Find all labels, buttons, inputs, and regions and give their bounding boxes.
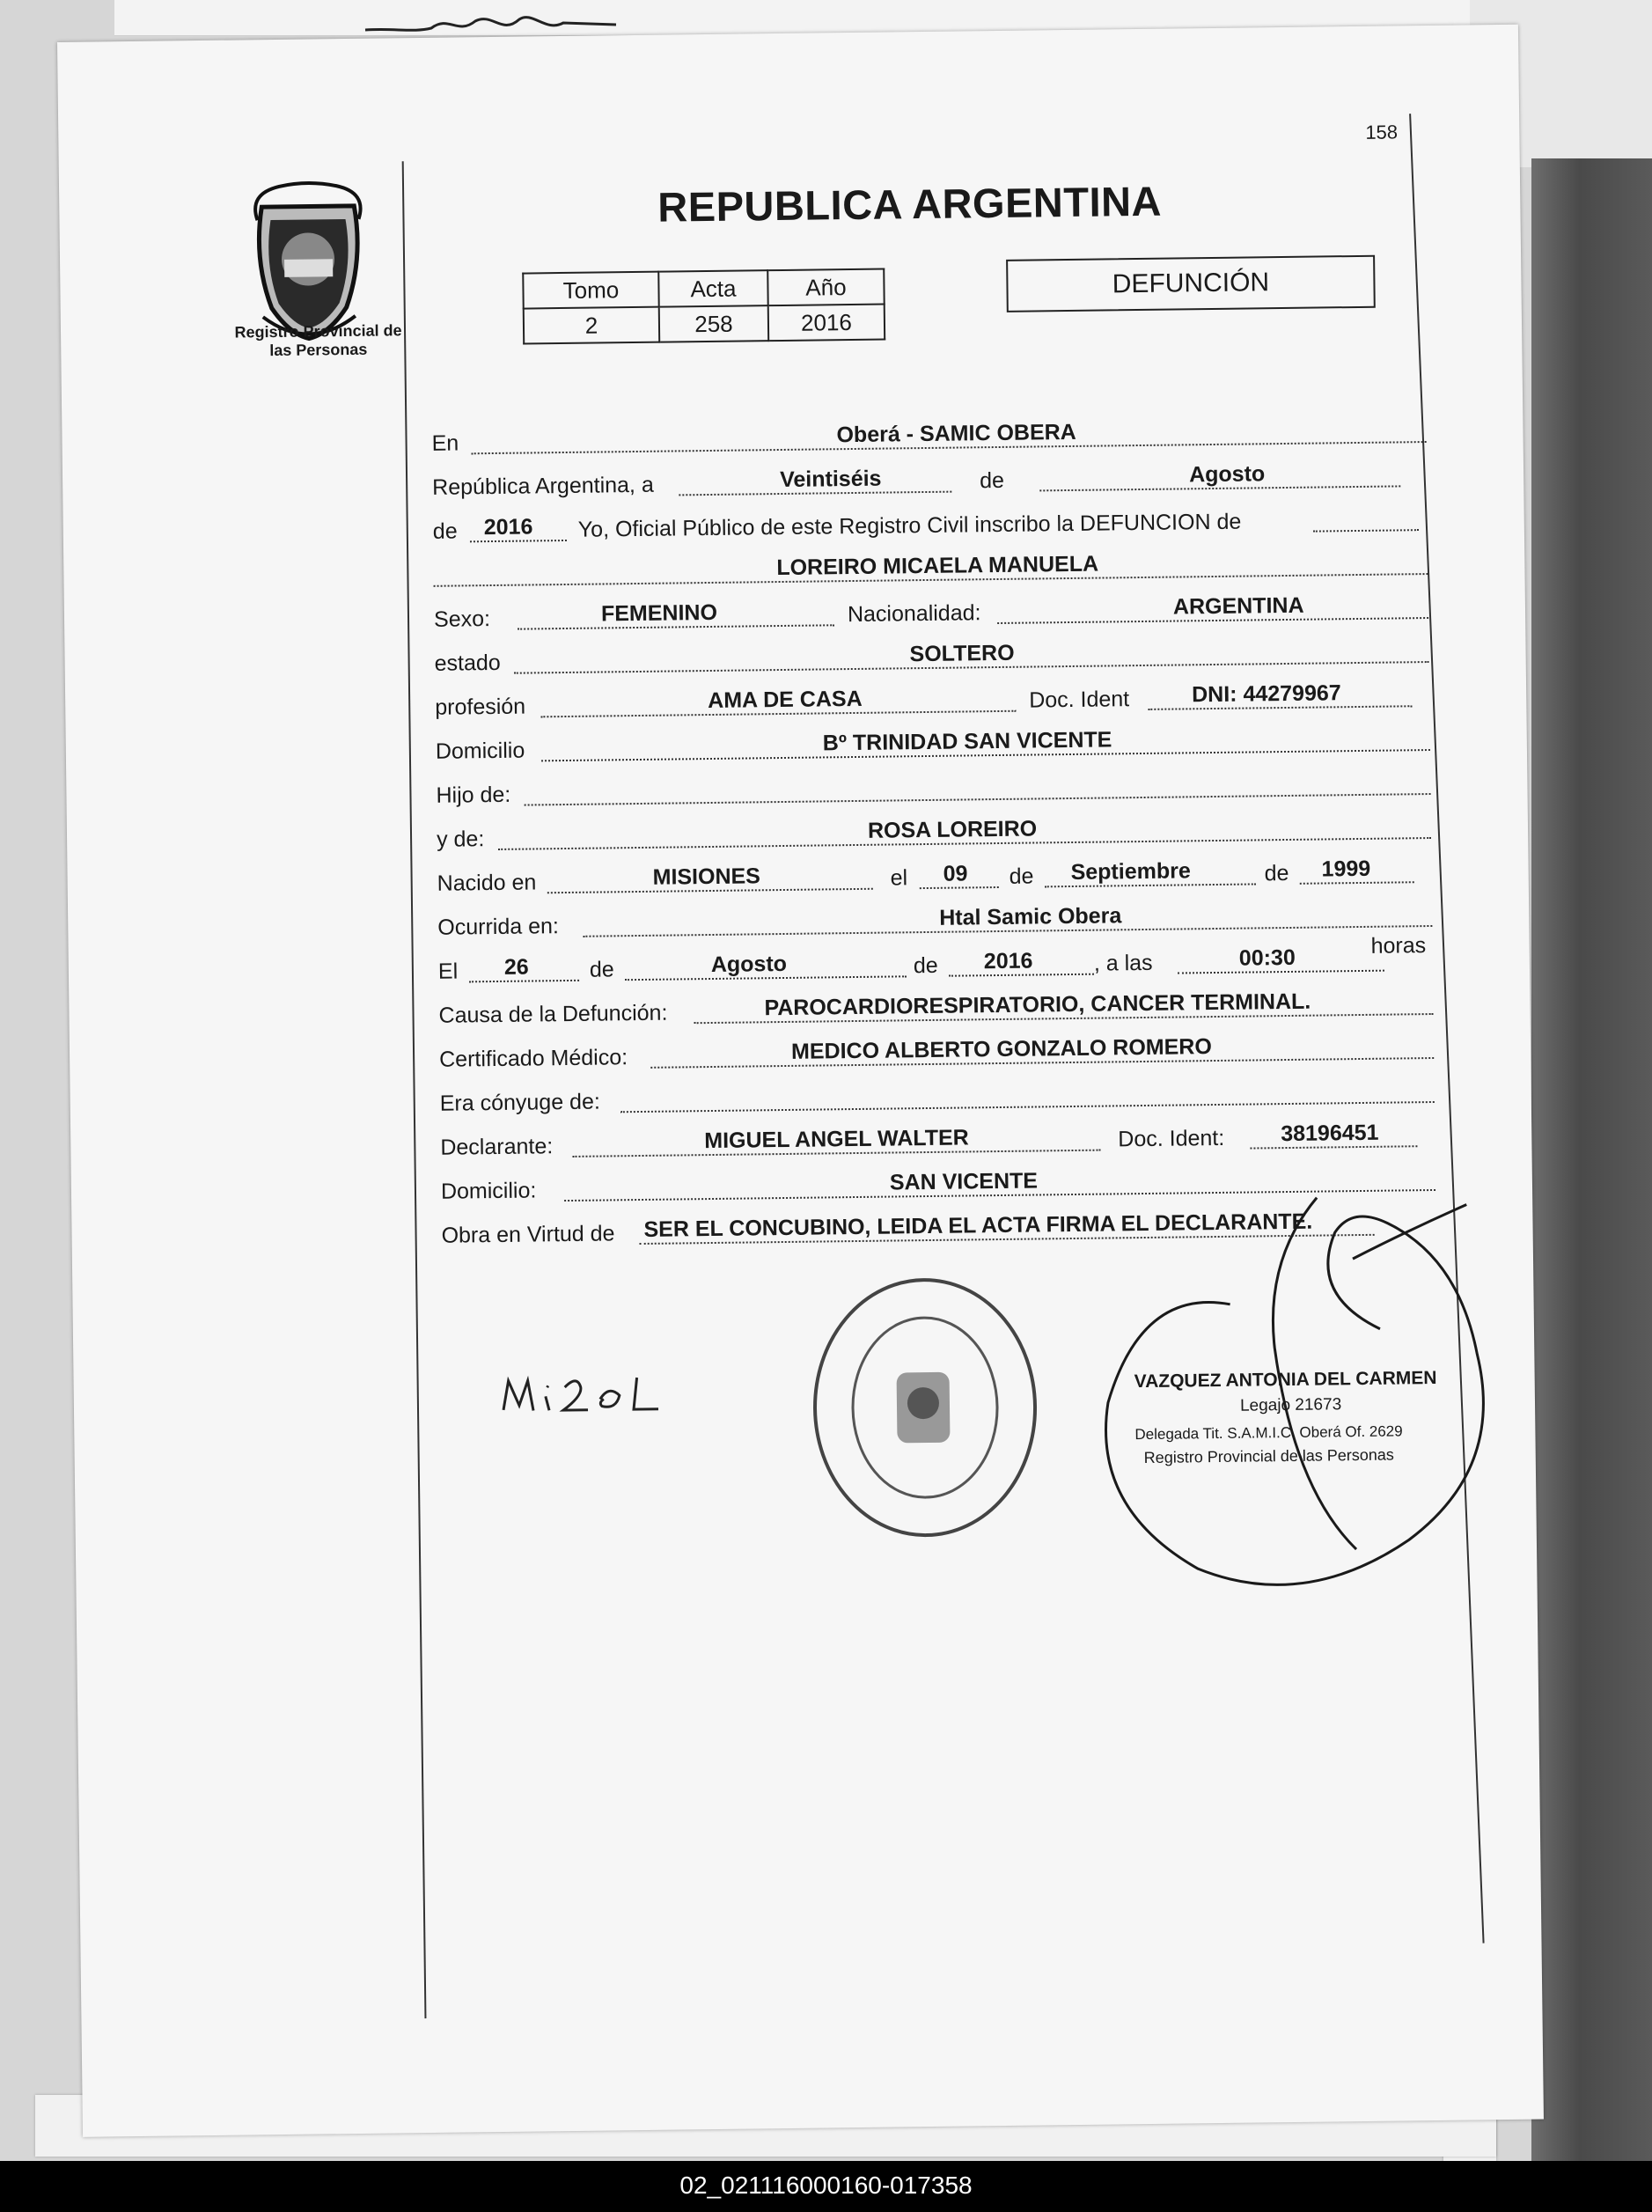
registry-label: Registro Provincial de las Personas [234,321,402,360]
label-el: el [890,865,908,891]
row-declarant [440,1117,1435,1165]
row-y-de [437,809,1431,856]
page-number: 158 [1365,121,1399,143]
label-el-cap: El [437,959,459,984]
label-declarante: Declarante: [440,1134,554,1160]
value-profession: AMA DE CASA [708,686,863,714]
row-date [432,457,1427,504]
value-declarant: MIGUEL ANGEL WALTER [704,1125,969,1154]
value-civil-status: SOLTERO [909,640,1015,667]
handwritten-signature-icon [496,1359,681,1423]
left-margin-line [402,161,427,2018]
ref-value-anio: 2016 [768,305,885,342]
value-document: DNI: 44279967 [1191,680,1341,708]
value-cause: PAROCARDIORESPIRATORIO, CANCER TERMINAL. [764,988,1311,1021]
value-place: Oberá - SAMIC OBERA [836,419,1076,448]
label-nacido-en: Nacido en [437,870,537,896]
value-address: Bº TRINIDAD SAN VICENTE [822,727,1112,756]
value-birth-month: Septiembre [1070,858,1191,886]
value-death-place: Htal Samic Obera [939,903,1122,930]
value-declarant-doc: 38196451 [1281,1120,1379,1147]
value-death-month: Agosto [710,951,788,978]
label-de-2: de [432,518,458,544]
value-nationality: ARGENTINA [1172,592,1304,620]
top-signature-icon [361,11,625,37]
label-domicilio-2: Domicilio: [440,1178,537,1204]
label-profesion: profesión [435,694,526,720]
row-sex [434,589,1428,636]
officer-legajo: Legajo 21673 [1239,1395,1342,1415]
row-ocurrida [437,897,1432,944]
ref-value-acta: 258 [659,305,768,342]
value-death-day: 26 [503,954,529,980]
row-deceased [433,545,1428,592]
row-birth [437,853,1431,900]
value-month: Agosto [1188,461,1266,488]
label-estado: estado [434,650,501,676]
label-hijo-de: Hijo de: [436,782,511,808]
label-de-5: de [589,957,614,982]
ref-header-acta: Acta [658,270,767,307]
death-certificate-page [57,25,1544,2137]
ref-header-tomo: Tomo [523,272,658,309]
label-doc-ident: Doc. Ident [1029,687,1130,713]
officer-signature-icon [1088,1187,1533,1650]
label-a-las: , a las [1093,950,1153,976]
record-type-box: DEFUNCIÓN [1006,255,1376,312]
label-de-1: de [979,467,1005,494]
label-certificado: Certificado Médico: [438,1045,628,1072]
page-title: REPUBLICA ARGENTINA [657,177,1163,231]
label-de-3: de [1009,863,1034,889]
row-death-date [437,933,1433,988]
value-deceased-name: LOREIRO MICAELA MANUELA [776,551,1099,581]
record-reference-table [522,268,885,345]
value-sex: FEMENINO [600,599,718,627]
fill-father [524,763,1430,806]
value-day-words: Veintiséis [779,466,882,493]
value-birth-place: MISIONES [652,863,761,890]
row-conyuge [440,1073,1435,1121]
background-dark-edge [1531,158,1652,2183]
value-death-time: 00:30 [1238,944,1296,971]
certificate-form [431,413,1427,1248]
label-domicilio: Domicilio [435,738,525,764]
row-profession [435,677,1429,724]
label-de-6: de [913,952,938,979]
scan-footer [0,2161,1652,2212]
officer-name: VAZQUEZ ANTONIA DEL CARMEN [1134,1367,1437,1393]
label-en: En [431,430,459,456]
label-nacionalidad: Nacionalidad: [847,600,981,628]
ref-header-anio: Año [767,269,884,306]
ref-value-tomo: 2 [524,307,659,344]
officer-position: Delegada Tit. S.A.M.I.C. Oberá Of. 2629 [1134,1422,1403,1444]
label-horas: horas [1370,933,1427,959]
label-intro: Yo, Oficial Público de este Registro Civil inscribo la DEFUNCION de [577,509,1242,542]
row-estado [434,633,1428,680]
label-y-de: y de: [436,827,485,852]
label-sexo: Sexo: [433,606,491,632]
label-republica: República Argentina, a [432,472,654,500]
value-virtue: SER EL CONCUBINO, LEIDA EL ACTA FIRMA EL DECLARANTE. [643,1209,1313,1242]
row-cause [438,985,1433,1033]
value-declarant-address: SAN VICENTE [889,1168,1039,1195]
label-causa: Causa de la Defunción: [438,1000,668,1028]
value-birth-year: 1999 [1321,856,1371,882]
row-domicilio [436,721,1430,768]
label-conyuge: Era cónyuge de: [439,1089,600,1116]
officer-office: Registro Provincial de las Personas [1143,1445,1394,1467]
value-mother: ROSA LOREIRO [867,816,1038,843]
label-doc-ident-2: Doc. Ident: [1118,1125,1225,1152]
label-ocurrida-en: Ocurrida en: [437,914,560,940]
fill-spouse [620,1071,1434,1113]
row-intro [433,501,1428,548]
fill-intro-end [1312,499,1418,532]
row-place [431,413,1426,460]
label-obra: Obra en Virtud de [441,1221,615,1248]
row-certificate [439,1029,1434,1077]
value-death-year: 2016 [983,948,1033,974]
value-year: 2016 [483,514,533,540]
row-hijo-de [436,765,1430,812]
label-de-4: de [1264,860,1289,886]
scan-code: 02_021116000160-017358 [679,2172,973,2199]
official-stamp-icon [807,1269,1044,1545]
value-birth-day: 09 [943,861,968,886]
value-medical-certificate: MEDICO ALBERTO GONZALO ROMERO [790,1034,1212,1064]
